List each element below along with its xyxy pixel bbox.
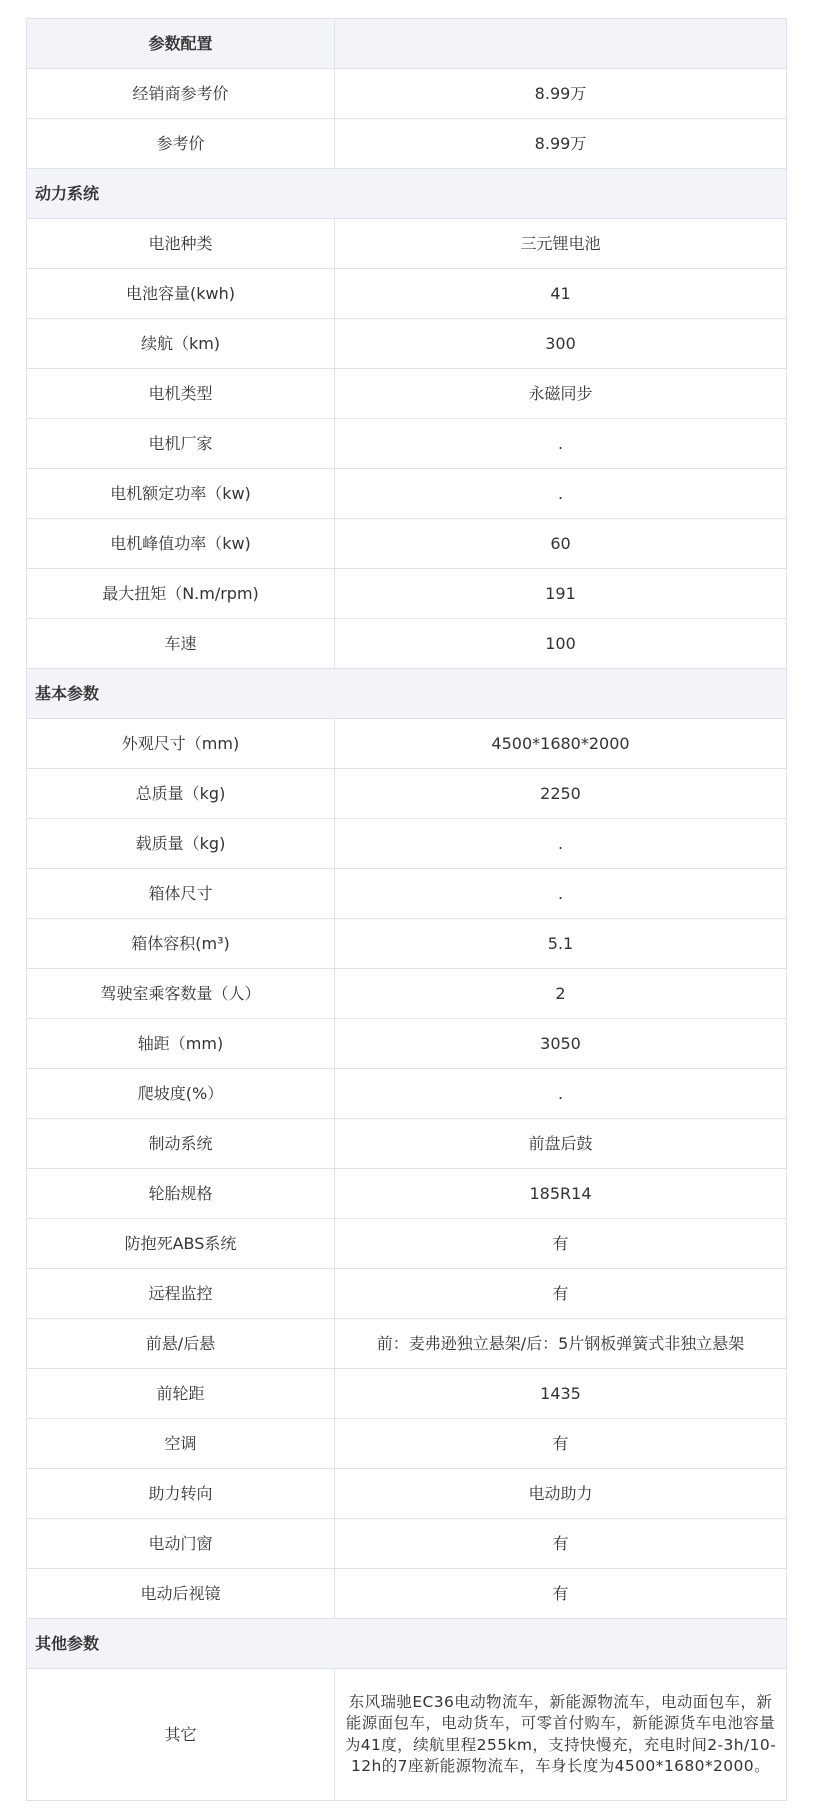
param-row (27, 1069, 787, 1119)
param-value: 有 (335, 1269, 787, 1319)
param-value: 41 (335, 269, 787, 319)
param-row (27, 1369, 787, 1419)
param-value: 300 (335, 319, 787, 369)
param-value: 5.1 (335, 919, 787, 969)
param-row (27, 1169, 787, 1219)
param-row (27, 569, 787, 619)
param-value: . (335, 819, 787, 869)
param-row (27, 869, 787, 919)
param-label: 远程监控 (27, 1269, 335, 1319)
param-label: 最大扭矩（N.m/rpm) (27, 569, 335, 619)
param-row (27, 319, 787, 369)
param-value: 60 (335, 519, 787, 569)
param-label: 电动后视镜 (27, 1569, 335, 1619)
param-row (27, 219, 787, 269)
param-row (27, 769, 787, 819)
param-value: 4500*1680*2000 (335, 719, 787, 769)
param-row (27, 469, 787, 519)
param-label: 箱体尺寸 (27, 869, 335, 919)
param-value: 永磁同步 (335, 369, 787, 419)
param-label: 车速 (27, 619, 335, 669)
param-row (27, 1569, 787, 1619)
param-value: 有 (335, 1419, 787, 1469)
spec-table (26, 18, 787, 1801)
param-row (27, 1269, 787, 1319)
param-value: . (335, 419, 787, 469)
param-value: 有 (335, 1519, 787, 1569)
header-row (27, 19, 787, 69)
param-row (27, 619, 787, 669)
param-value: . (335, 1069, 787, 1119)
param-label: 驾驶室乘客数量（人） (27, 969, 335, 1019)
spec-table-body (27, 19, 787, 1801)
param-value: 1435 (335, 1369, 787, 1419)
param-row (27, 419, 787, 469)
param-label: 总质量（kg) (27, 769, 335, 819)
param-label: 电池容量(kwh) (27, 269, 335, 319)
param-row (27, 1469, 787, 1519)
param-label: 电机额定功率（kw) (27, 469, 335, 519)
param-row (27, 719, 787, 769)
param-row (27, 1119, 787, 1169)
param-label: 电动门窗 (27, 1519, 335, 1569)
param-label: 电机类型 (27, 369, 335, 419)
param-label: 电机峰值功率（kw) (27, 519, 335, 569)
param-value: 有 (335, 1569, 787, 1619)
param-row (27, 369, 787, 419)
param-label: 载质量（kg) (27, 819, 335, 869)
param-label: 经销商参考价 (27, 69, 335, 119)
param-value: 前：麦弗逊独立悬架/后：5片钢板弹簧式非独立悬架 (335, 1319, 787, 1369)
param-row (27, 1019, 787, 1069)
param-value: 有 (335, 1219, 787, 1269)
other-row (27, 1669, 787, 1801)
param-label: 轮胎规格 (27, 1169, 335, 1219)
param-row (27, 519, 787, 569)
section-row (27, 1619, 787, 1669)
section-row (27, 669, 787, 719)
param-value: 8.99万 (335, 119, 787, 169)
param-row (27, 1319, 787, 1369)
param-row (27, 819, 787, 869)
param-row (27, 1219, 787, 1269)
param-row (27, 69, 787, 119)
param-value: 东风瑞驰EC36电动物流车，新能源物流车，电动面包车，新能源面包车，电动货车，可零首付购车，新能源货车电池容量为41度，续航里程255km，支持快慢充，充电时间2-3h/10-12h的7座新能源物流车，车身长度为4500*1680*2000。 (335, 1669, 787, 1801)
param-label: 外观尺寸（mm) (27, 719, 335, 769)
param-value: 3050 (335, 1019, 787, 1069)
param-label: 电池种类 (27, 219, 335, 269)
param-label: 空调 (27, 1419, 335, 1469)
param-row (27, 269, 787, 319)
param-label: 电机厂家 (27, 419, 335, 469)
param-row (27, 919, 787, 969)
param-label: 前轮距 (27, 1369, 335, 1419)
param-label: 参考价 (27, 119, 335, 169)
param-row (27, 119, 787, 169)
section-title: 其他参数 (27, 1619, 787, 1669)
param-row (27, 1419, 787, 1469)
param-row (27, 969, 787, 1019)
header-title: 参数配置 (27, 19, 335, 69)
param-label: 轴距（mm) (27, 1019, 335, 1069)
param-label: 爬坡度(%） (27, 1069, 335, 1119)
param-label: 制动系统 (27, 1119, 335, 1169)
param-value: 电动助力 (335, 1469, 787, 1519)
param-label: 前悬/后悬 (27, 1319, 335, 1369)
param-value: 前盘后鼓 (335, 1119, 787, 1169)
param-value: 2 (335, 969, 787, 1019)
param-value: 三元锂电池 (335, 219, 787, 269)
param-label: 箱体容积(m³) (27, 919, 335, 969)
param-value: 100 (335, 619, 787, 669)
param-value: . (335, 869, 787, 919)
param-row (27, 1519, 787, 1569)
param-value: 191 (335, 569, 787, 619)
header-blank-cell (335, 19, 787, 69)
section-title: 基本参数 (27, 669, 787, 719)
section-title: 动力系统 (27, 169, 787, 219)
param-value: 8.99万 (335, 69, 787, 119)
param-label: 助力转向 (27, 1469, 335, 1519)
param-label: 续航（km) (27, 319, 335, 369)
section-row (27, 169, 787, 219)
param-label: 防抱死ABS系统 (27, 1219, 335, 1269)
param-value: 185R14 (335, 1169, 787, 1219)
param-label: 其它 (27, 1669, 335, 1801)
param-value: . (335, 469, 787, 519)
param-value: 2250 (335, 769, 787, 819)
